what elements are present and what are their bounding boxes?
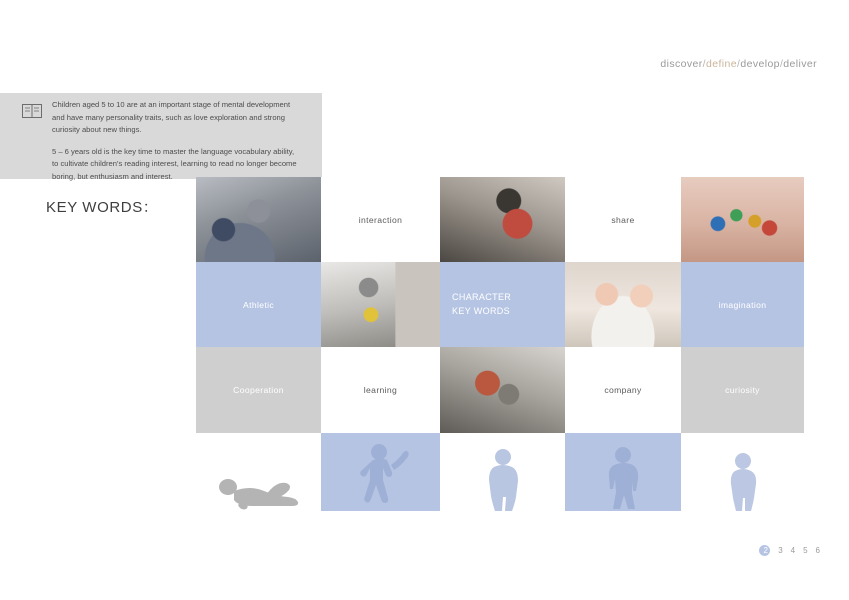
book-icon (22, 103, 42, 119)
grid-cell-label: curiosity (725, 385, 760, 395)
breadcrumb-separator: / (702, 58, 706, 70)
breadcrumb-item-develop[interactable]: develop (740, 58, 780, 70)
grid-cell-share (565, 177, 681, 262)
grid-cell-learning (321, 347, 440, 433)
grid-cell-label: Cooperation (233, 385, 284, 395)
grid-photo-bookshelf (321, 262, 440, 347)
breadcrumb-item-discover[interactable]: discover (660, 58, 703, 70)
child-walking-silhouette (565, 433, 681, 511)
grid-cell-company (565, 347, 681, 433)
child-standing-small-silhouette (681, 433, 804, 511)
page-number-6[interactable]: 6 (815, 546, 820, 555)
breadcrumb-separator: / (779, 58, 784, 70)
grid-cell-label: interaction (358, 214, 403, 225)
center-label-line2: KEY WORDS (452, 305, 510, 316)
breadcrumb (660, 58, 817, 70)
grid-cell-label: Athletic (243, 299, 274, 310)
keyword-grid (196, 177, 804, 433)
grid-cell-interaction (321, 177, 440, 262)
grid-cell-center-label (440, 262, 565, 347)
pagination[interactable] (759, 545, 821, 556)
grid-photo-girl-drawing (440, 177, 565, 262)
page-number-3[interactable]: 3 (778, 546, 783, 555)
grid-photo-hands-blocks (681, 177, 804, 262)
note-paragraph-1: Children aged 5 to 10 are at an important stage of mental development and have many personality traits, such as love exploration and strong curiosity about new things. (52, 100, 291, 135)
grid-cell-imagination (681, 262, 804, 347)
child-lying-reading-silhouette (196, 433, 321, 511)
grid-photo-two-girls-reading (565, 262, 681, 347)
grid-cell-label: company (604, 385, 642, 395)
note-paragraph-2: 5 – 6 years old is the key time to master the language vocabulary ability, to cultivate children's reading interest, learning to read no longer become boring, but enthusiasm and interest. (52, 146, 297, 181)
grid-cell-label: share (611, 214, 635, 225)
grid-cell-label: imagination (718, 299, 767, 310)
breadcrumb-item-deliver[interactable]: deliver (783, 58, 817, 70)
center-label-line1: CHARACTER (452, 292, 512, 302)
page-title: KEY WORDS： (46, 199, 159, 216)
silhouette-row (196, 433, 804, 511)
grid-photo-mother-and-child (440, 347, 565, 433)
page-number-5[interactable]: 5 (803, 546, 808, 555)
page-number-4[interactable]: 4 (790, 546, 796, 555)
grid-photo-classroom (196, 177, 321, 262)
breadcrumb-item-define[interactable]: define (706, 58, 738, 70)
breadcrumb-separator: / (737, 58, 741, 70)
child-standing-silhouette (440, 433, 565, 511)
grid-cell-label: learning (363, 385, 398, 395)
grid-cell-athletic (196, 262, 321, 347)
grid-cell-curiosity (681, 347, 804, 433)
grid-cell-cooperation (196, 347, 321, 433)
child-jumping-silhouette (321, 433, 440, 511)
page-number-current[interactable]: 2 (763, 546, 768, 555)
